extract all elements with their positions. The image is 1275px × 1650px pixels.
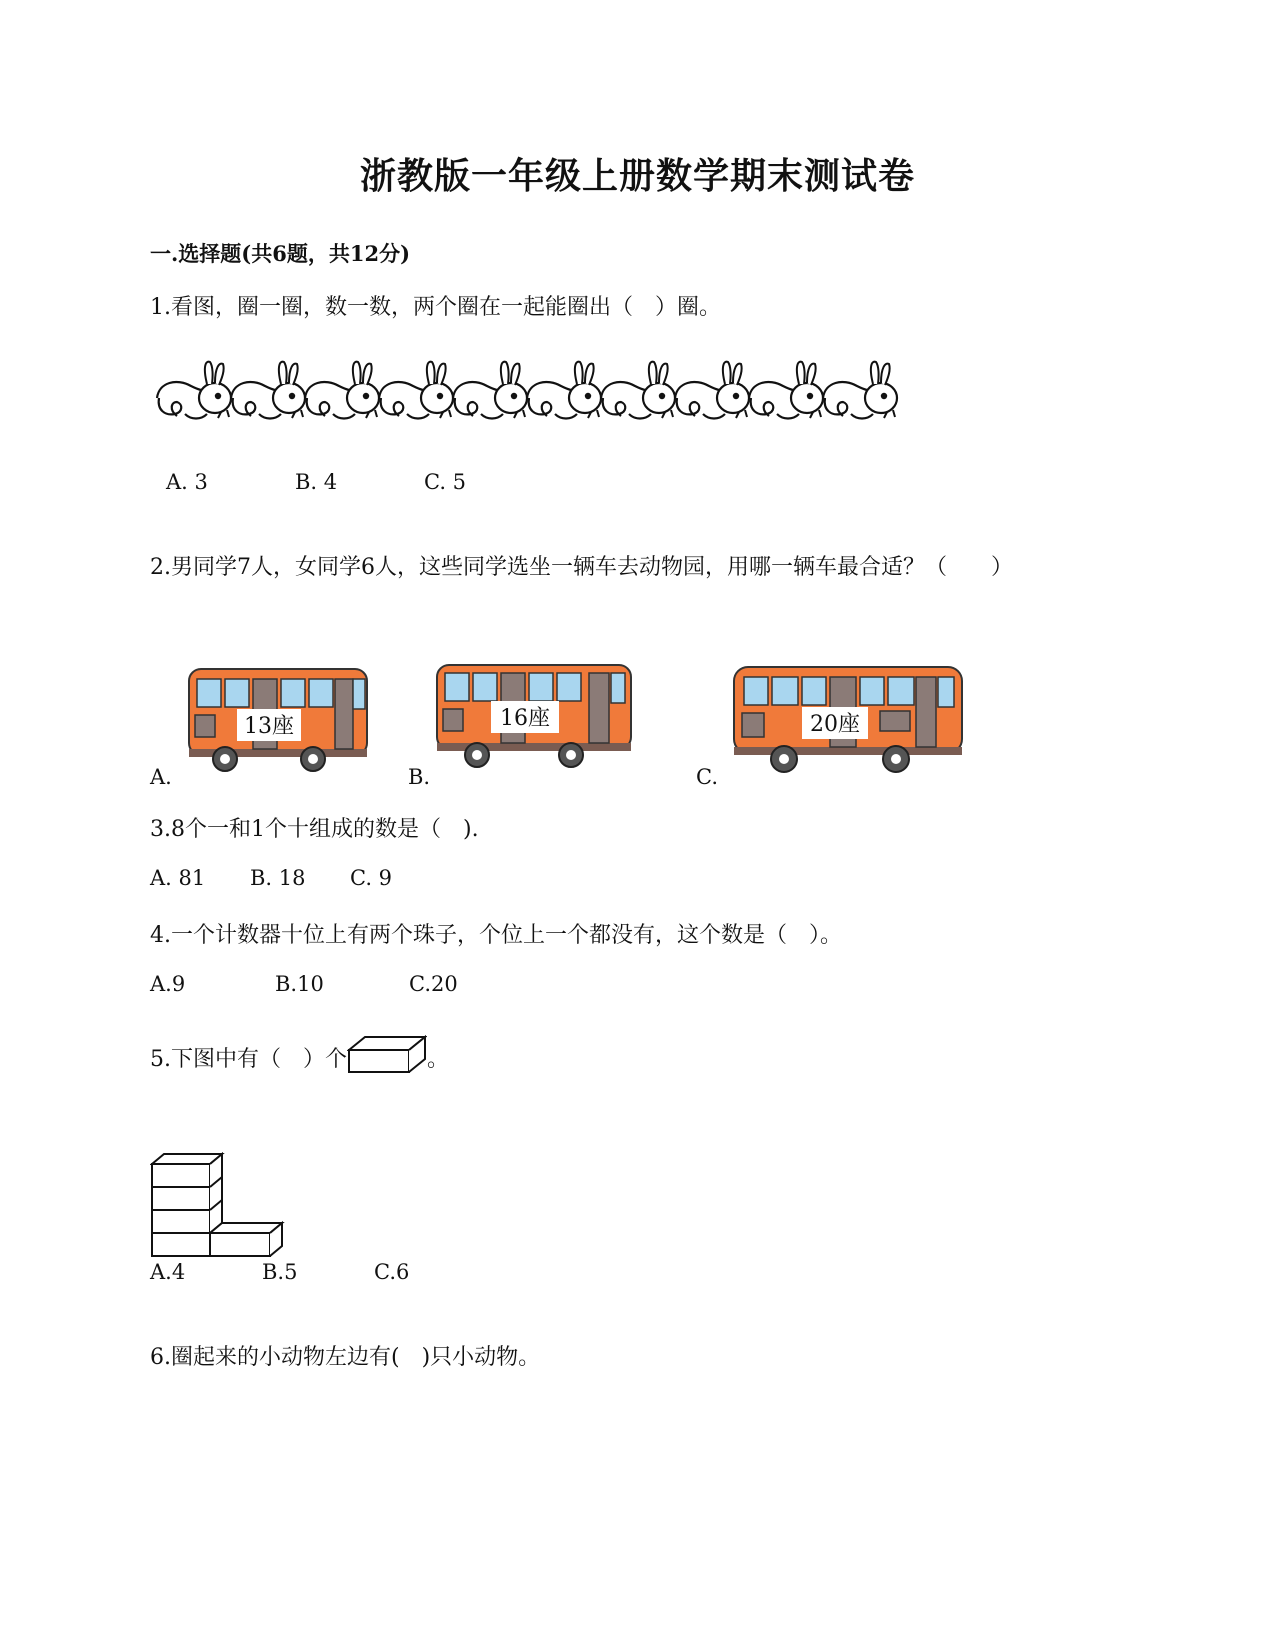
question-3-text: 3.8个一和1个十组成的数是（ ). <box>150 817 479 842</box>
rabbit-3 <box>305 362 379 419</box>
rabbit-9 <box>749 362 823 419</box>
cuboid-block-icon <box>347 1034 427 1076</box>
rabbit-6 <box>527 362 601 419</box>
stacked-blocks-figure <box>150 1152 290 1260</box>
option-a[interactable]: A. 3 <box>166 470 208 494</box>
bus-b-seat-label: 16座 <box>500 706 550 731</box>
rabbit-10 <box>823 362 897 419</box>
question-2-text: 2.男同学7人，女同学6人，这些同学选坐一辆车去动物园，用哪一辆车最合适？（ ） <box>150 555 1013 580</box>
rabbit-7 <box>601 362 675 419</box>
option-c[interactable]: C.6 <box>374 1260 410 1284</box>
question-4-text: 4.一个计数器十位上有两个珠子，个位上一个都没有，这个数是（ ）。 <box>150 923 842 948</box>
rabbit-1 <box>157 362 231 419</box>
bus-20-seat-image <box>730 661 970 781</box>
question-5-text-after: 。 <box>427 1047 450 1072</box>
question-1-text: 1.看图，圈一圈，数一数，两个圈在一起能圈出（ ）圈。 <box>150 295 721 320</box>
bus-c-seat-label: 20座 <box>810 712 860 737</box>
option-a[interactable]: A. <box>150 765 172 789</box>
option-b[interactable]: B.10 <box>275 972 324 996</box>
question-5-text <box>150 1030 449 1090</box>
section-heading: 一.选择题(共6题，共12分) <box>150 241 411 266</box>
bus-13-seat-image <box>185 663 375 778</box>
rabbits-illustration <box>155 358 935 428</box>
option-c[interactable]: C. 5 <box>424 470 467 494</box>
page-title: 浙教版一年级上册数学期末测试卷 <box>359 155 915 197</box>
option-c[interactable]: C. 9 <box>350 866 393 890</box>
option-c[interactable]: C.20 <box>409 972 458 996</box>
rabbit-2 <box>231 362 305 419</box>
option-a[interactable]: A.9 <box>150 972 186 996</box>
rabbit-5 <box>453 362 527 419</box>
option-b[interactable]: B. <box>408 765 431 789</box>
question-6-text: 6.圈起来的小动物左边有( )只小动物。 <box>150 1345 541 1370</box>
question-5-text-before: 5.下图中有（ ）个 <box>150 1047 347 1072</box>
option-c[interactable]: C. <box>696 765 718 789</box>
option-b[interactable]: B. 4 <box>295 470 338 494</box>
option-b[interactable]: B.5 <box>262 1260 298 1284</box>
option-b[interactable]: B. 18 <box>250 866 306 890</box>
bus-a-seat-label: 13座 <box>244 714 294 739</box>
rabbit-8 <box>675 362 749 419</box>
bus-16-seat-image <box>433 659 638 774</box>
option-a[interactable]: A. 81 <box>150 866 206 890</box>
bus-options <box>150 663 1000 793</box>
option-a[interactable]: A.4 <box>150 1260 186 1284</box>
rabbit-4 <box>379 362 453 419</box>
